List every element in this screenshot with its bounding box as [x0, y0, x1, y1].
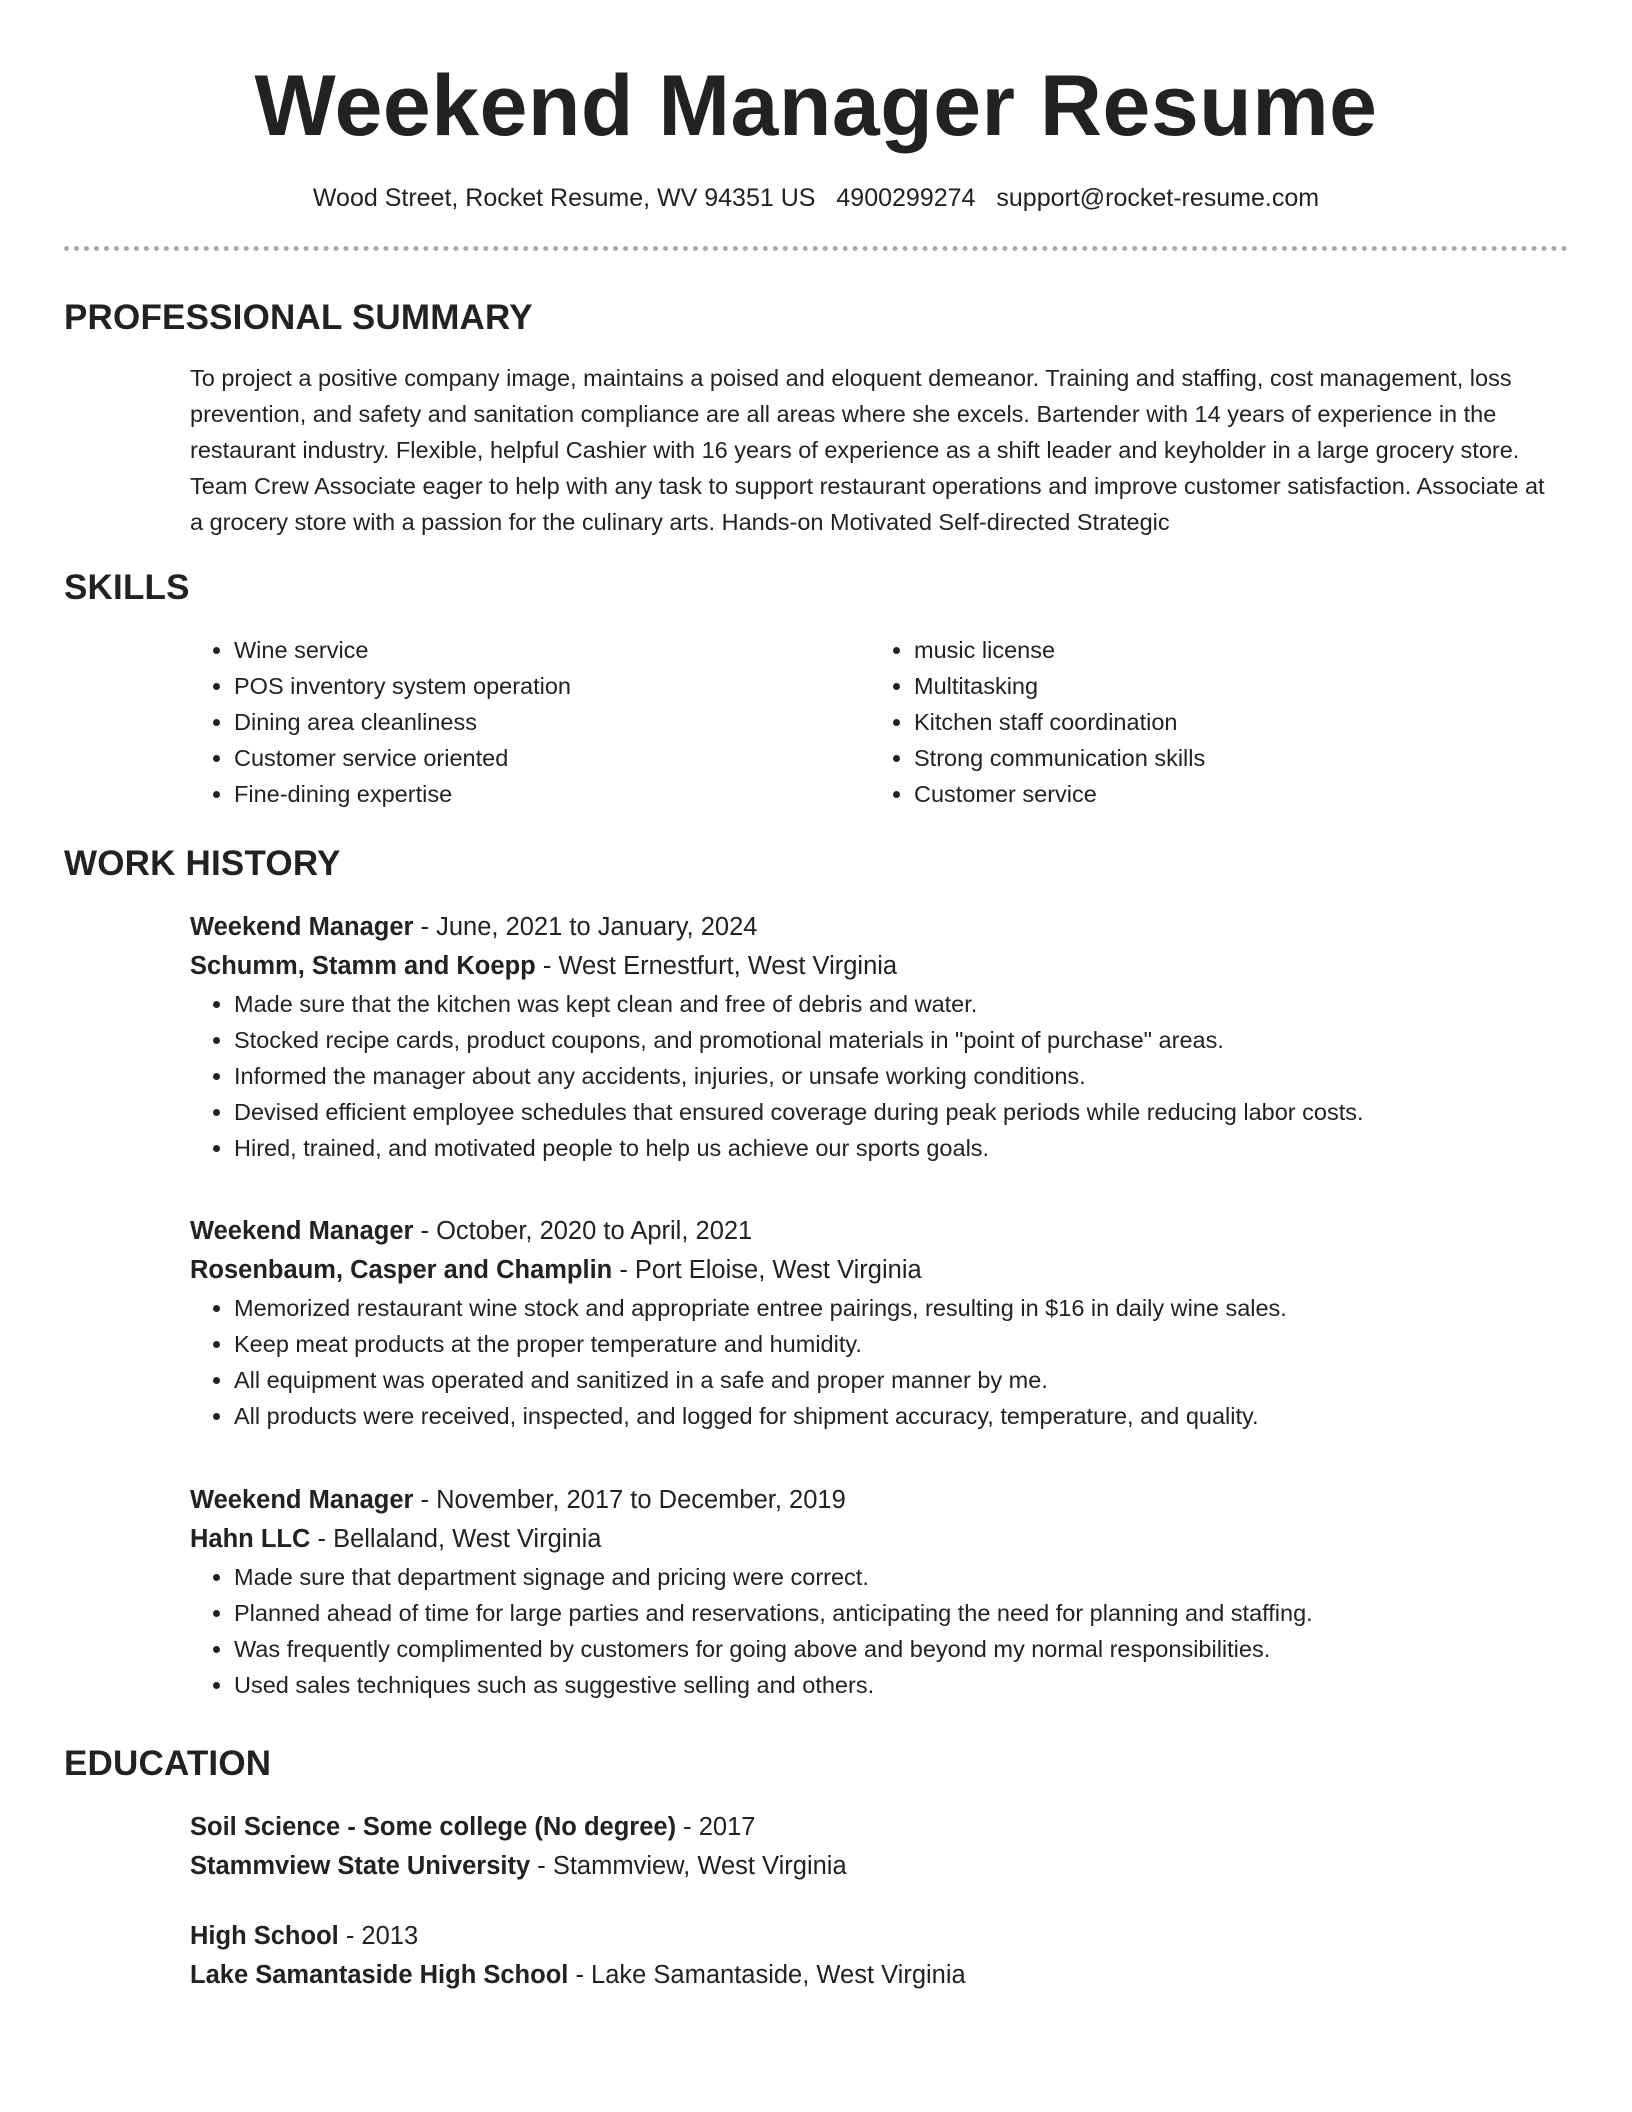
education-degree-line	[190, 1917, 1568, 1956]
job-bullet: • Keep meat products at the proper temperature and humidity.	[234, 1326, 1568, 1362]
job-bullet: • Used sales techniques such as suggestive selling and others.	[234, 1667, 1568, 1703]
education-entry	[64, 1808, 1568, 1886]
education-location: - Lake Samantaside, West Virginia	[568, 1961, 966, 1989]
header-divider	[64, 246, 1568, 251]
education-degree: High School	[190, 1922, 339, 1950]
job-dates: - June, 2021 to January, 2024	[413, 913, 758, 941]
job-title: Weekend Manager	[190, 913, 414, 941]
job-bullets	[190, 1559, 1568, 1703]
summary-section	[64, 296, 1568, 540]
education-year: - 2013	[338, 1922, 419, 1950]
job-bullets	[190, 1290, 1568, 1434]
education-heading: EDUCATION	[64, 1744, 272, 1783]
skills-right-column	[870, 632, 1550, 812]
work-heading: WORK HISTORY	[64, 844, 341, 883]
resume-title: Weekend Manager Resume	[254, 58, 1378, 154]
skill-item: • Multitasking	[914, 668, 1550, 704]
summary-text: To project a positive company image, maintains a poised and eloquent demeanor. Training and staffing, cost management, loss prevention, and safety and sanitation compliance are all areas where she excels. Bartender with 14 years of experience in the restaurant industry. Flexible, helpful Cashier with 16 years of experience as a shift leader and keyholder in a large grocery store. Team Crew Associate eager to help with any task to support restaurant operations and improve customer satisfaction. Associate at a grocery store with a passion for the culinary arts. Hands-on Motivated Self-directed Strategic	[190, 365, 1545, 535]
skill-item: • Strong communication skills	[914, 740, 1550, 776]
job-title: Weekend Manager	[190, 1217, 414, 1245]
job-title-line	[190, 1481, 1568, 1520]
job-entry	[64, 1212, 1568, 1434]
education-heading-wrap	[64, 1742, 1568, 1786]
skill-item: • Customer service oriented	[234, 740, 870, 776]
education-school-line	[190, 1956, 1568, 1995]
contact-phone: 4900299274	[836, 184, 976, 212]
job-company: Rosenbaum, Casper and Champlin	[190, 1256, 613, 1284]
job-company: Hahn LLC	[190, 1525, 311, 1553]
skill-item: • Kitchen staff coordination	[914, 704, 1550, 740]
skill-item: • Wine service	[234, 632, 870, 668]
job-dates: - November, 2017 to December, 2019	[413, 1486, 846, 1514]
job-bullets	[190, 986, 1568, 1166]
job-entry	[64, 1481, 1568, 1703]
education-school: Stammview State University	[190, 1852, 531, 1880]
skills-section	[64, 566, 1568, 812]
job-company-line	[190, 947, 1568, 986]
job-dates: - October, 2020 to April, 2021	[413, 1217, 753, 1245]
job-entry	[64, 908, 1568, 1166]
job-bullet: • All products were received, inspected, and logged for shipment accuracy, temperature, and quality.	[234, 1398, 1568, 1434]
job-title-line	[190, 908, 1568, 947]
contact-line	[64, 182, 1568, 214]
job-bullet: • Devised efficient employee schedules that ensured coverage during peak periods while reducing labor costs.	[234, 1094, 1568, 1130]
skill-item: • Dining area cleanliness	[234, 704, 870, 740]
summary-heading: PROFESSIONAL SUMMARY	[64, 298, 533, 337]
job-company-line	[190, 1251, 1568, 1290]
job-bullet: • Stocked recipe cards, product coupons, and promotional materials in "point of purchase" areas.	[234, 1022, 1568, 1058]
skill-item: • POS inventory system operation	[234, 668, 870, 704]
job-company: Schumm, Stamm and Koepp	[190, 952, 536, 980]
education-degree-line	[190, 1808, 1568, 1847]
job-bullet: • All equipment was operated and sanitized in a safe and proper manner by me.	[234, 1362, 1568, 1398]
education-school-line	[190, 1847, 1568, 1886]
job-bullet: • Was frequently complimented by customers for going above and beyond my normal responsibilities.	[234, 1631, 1568, 1667]
skills-heading: SKILLS	[64, 568, 190, 607]
education-degree: Soil Science - Some college (No degree)	[190, 1813, 677, 1841]
job-location: - West Ernestfurt, West Virginia	[535, 952, 898, 980]
job-title: Weekend Manager	[190, 1486, 414, 1514]
job-bullet: • Planned ahead of time for large parties and reservations, anticipating the need for planning and staffing.	[234, 1595, 1568, 1631]
contact-address: Wood Street, Rocket Resume, WV 94351 US	[312, 184, 816, 212]
job-location: - Port Eloise, West Virginia	[612, 1256, 922, 1284]
job-title-line	[190, 1212, 1568, 1251]
education-school: Lake Samantaside High School	[190, 1961, 569, 1989]
education-entry	[64, 1917, 1568, 1995]
job-bullet: • Made sure that department signage and pricing were correct.	[234, 1559, 1568, 1595]
job-bullet: • Memorized restaurant wine stock and appropriate entree pairings, resulting in $16 in daily wine sales.	[234, 1290, 1568, 1326]
education-year: - 2017	[676, 1813, 756, 1841]
skill-item: • Customer service	[914, 776, 1550, 812]
job-location: - Bellaland, West Virginia	[310, 1525, 602, 1553]
skills-left-column	[190, 632, 870, 812]
contact-email: support@rocket-resume.com	[996, 184, 1320, 212]
skill-item: • music license	[914, 632, 1550, 668]
skill-item: • Fine-dining expertise	[234, 776, 870, 812]
job-bullet: • Made sure that the kitchen was kept clean and free of debris and water.	[234, 986, 1568, 1022]
job-bullet: • Informed the manager about any accidents, injuries, or unsafe working conditions.	[234, 1058, 1568, 1094]
education-location: - Stammview, West Virginia	[530, 1852, 847, 1880]
job-company-line	[190, 1520, 1568, 1559]
work-heading-wrap	[64, 842, 1568, 886]
skills-columns	[190, 632, 1568, 812]
job-bullet: • Hired, trained, and motivated people to help us achieve our sports goals.	[234, 1130, 1568, 1166]
